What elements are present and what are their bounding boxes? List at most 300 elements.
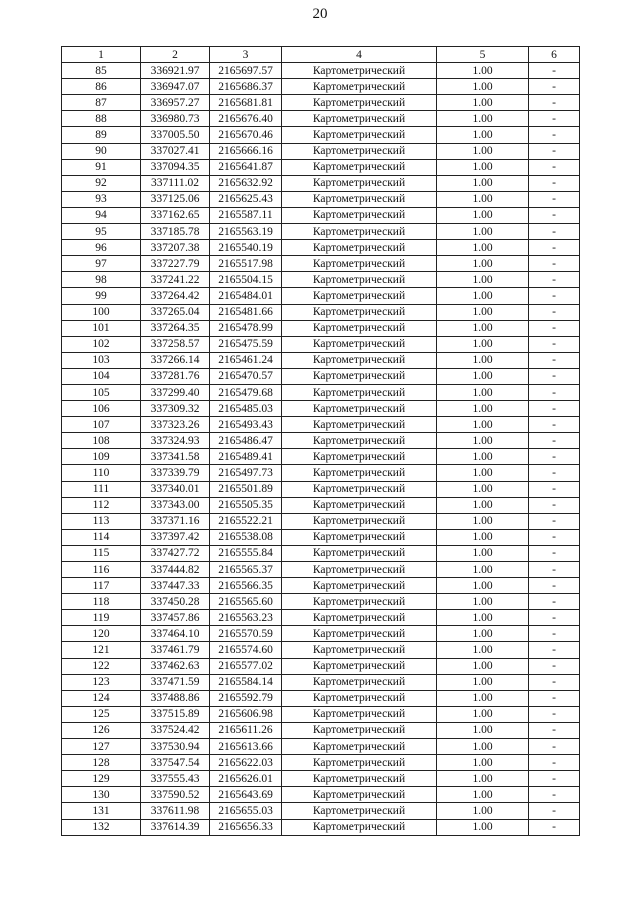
y-coordinate-cell: 2165563.19	[210, 224, 282, 240]
point-number-cell: 102	[62, 336, 141, 352]
method-cell: Картометрический	[282, 224, 437, 240]
y-coordinate-cell: 2165538.08	[210, 529, 282, 545]
point-number-cell: 122	[62, 658, 141, 674]
point-number-cell: 113	[62, 513, 141, 529]
note-cell: -	[529, 594, 580, 610]
accuracy-cell: 1.00	[437, 401, 529, 417]
accuracy-cell: 1.00	[437, 63, 529, 79]
x-coordinate-cell: 337614.39	[141, 819, 210, 835]
x-coordinate-cell: 337444.82	[141, 562, 210, 578]
accuracy-cell: 1.00	[437, 304, 529, 320]
y-coordinate-cell: 2165632.92	[210, 175, 282, 191]
table-row	[62, 610, 580, 626]
point-number-cell: 105	[62, 384, 141, 400]
table-row	[62, 368, 580, 384]
point-number-cell: 86	[62, 79, 141, 95]
y-coordinate-cell: 2165587.11	[210, 207, 282, 223]
column-header: 5	[437, 47, 529, 63]
point-number-cell: 120	[62, 626, 141, 642]
x-coordinate-cell: 337515.89	[141, 706, 210, 722]
point-number-cell: 111	[62, 481, 141, 497]
method-cell: Картометрический	[282, 771, 437, 787]
y-coordinate-cell: 2165613.66	[210, 739, 282, 755]
table-row	[62, 642, 580, 658]
accuracy-cell: 1.00	[437, 352, 529, 368]
x-coordinate-cell: 337227.79	[141, 256, 210, 272]
y-coordinate-cell: 2165497.73	[210, 465, 282, 481]
accuracy-cell: 1.00	[437, 497, 529, 513]
method-cell: Картометрический	[282, 240, 437, 256]
table-row	[62, 513, 580, 529]
method-cell: Картометрический	[282, 449, 437, 465]
method-cell: Картометрический	[282, 465, 437, 481]
x-coordinate-cell: 337207.38	[141, 240, 210, 256]
y-coordinate-cell: 2165479.68	[210, 384, 282, 400]
method-cell: Картометрический	[282, 642, 437, 658]
y-coordinate-cell: 2165625.43	[210, 191, 282, 207]
y-coordinate-cell: 2165566.35	[210, 578, 282, 594]
accuracy-cell: 1.00	[437, 191, 529, 207]
method-cell: Картометрический	[282, 787, 437, 803]
x-coordinate-cell: 337488.86	[141, 690, 210, 706]
x-coordinate-cell: 337299.40	[141, 384, 210, 400]
table-row	[62, 626, 580, 642]
table-row	[62, 143, 580, 159]
x-coordinate-cell: 337457.86	[141, 610, 210, 626]
x-coordinate-cell: 337111.02	[141, 175, 210, 191]
note-cell: -	[529, 755, 580, 771]
point-number-cell: 89	[62, 127, 141, 143]
x-coordinate-cell: 337309.32	[141, 401, 210, 417]
point-number-cell: 103	[62, 352, 141, 368]
point-number-cell: 99	[62, 288, 141, 304]
x-coordinate-cell: 337547.54	[141, 755, 210, 771]
x-coordinate-cell: 337241.22	[141, 272, 210, 288]
accuracy-cell: 1.00	[437, 642, 529, 658]
point-number-cell: 119	[62, 610, 141, 626]
x-coordinate-cell: 337264.35	[141, 320, 210, 336]
note-cell: -	[529, 191, 580, 207]
accuracy-cell: 1.00	[437, 272, 529, 288]
accuracy-cell: 1.00	[437, 787, 529, 803]
method-cell: Картометрический	[282, 336, 437, 352]
note-cell: -	[529, 240, 580, 256]
table-row	[62, 352, 580, 368]
y-coordinate-cell: 2165485.03	[210, 401, 282, 417]
method-cell: Картометрический	[282, 545, 437, 561]
method-cell: Картометрический	[282, 674, 437, 690]
x-coordinate-cell: 337185.78	[141, 224, 210, 240]
note-cell: -	[529, 481, 580, 497]
accuracy-cell: 1.00	[437, 336, 529, 352]
note-cell: -	[529, 159, 580, 175]
accuracy-cell: 1.00	[437, 529, 529, 545]
note-cell: -	[529, 562, 580, 578]
x-coordinate-cell: 337005.50	[141, 127, 210, 143]
table-row	[62, 95, 580, 111]
x-coordinate-cell: 337094.35	[141, 159, 210, 175]
method-cell: Картометрический	[282, 95, 437, 111]
table-row	[62, 449, 580, 465]
y-coordinate-cell: 2165670.46	[210, 127, 282, 143]
accuracy-cell: 1.00	[437, 562, 529, 578]
note-cell: -	[529, 449, 580, 465]
x-coordinate-cell: 337341.58	[141, 449, 210, 465]
table-row	[62, 272, 580, 288]
note-cell: -	[529, 722, 580, 738]
method-cell: Картометрический	[282, 497, 437, 513]
note-cell: -	[529, 529, 580, 545]
y-coordinate-cell: 2165565.60	[210, 594, 282, 610]
note-cell: -	[529, 739, 580, 755]
table-row	[62, 674, 580, 690]
accuracy-cell: 1.00	[437, 417, 529, 433]
method-cell: Картометрический	[282, 384, 437, 400]
method-cell: Картометрический	[282, 191, 437, 207]
note-cell: -	[529, 111, 580, 127]
accuracy-cell: 1.00	[437, 755, 529, 771]
accuracy-cell: 1.00	[437, 127, 529, 143]
point-number-cell: 91	[62, 159, 141, 175]
point-number-cell: 115	[62, 545, 141, 561]
table-row	[62, 207, 580, 223]
x-coordinate-cell: 336947.07	[141, 79, 210, 95]
table-row	[62, 256, 580, 272]
method-cell: Картометрический	[282, 143, 437, 159]
page-number: 20	[312, 6, 328, 22]
method-cell: Картометрический	[282, 433, 437, 449]
point-number-cell: 129	[62, 771, 141, 787]
note-cell: -	[529, 207, 580, 223]
point-number-cell: 118	[62, 594, 141, 610]
note-cell: -	[529, 256, 580, 272]
method-cell: Картометрический	[282, 755, 437, 771]
accuracy-cell: 1.00	[437, 433, 529, 449]
accuracy-cell: 1.00	[437, 384, 529, 400]
point-number-cell: 132	[62, 819, 141, 835]
x-coordinate-cell: 337339.79	[141, 465, 210, 481]
table-row	[62, 594, 580, 610]
note-cell: -	[529, 175, 580, 191]
y-coordinate-cell: 2165565.37	[210, 562, 282, 578]
point-number-cell: 127	[62, 739, 141, 755]
x-coordinate-cell: 337371.16	[141, 513, 210, 529]
method-cell: Картометрический	[282, 272, 437, 288]
accuracy-cell: 1.00	[437, 288, 529, 304]
table-row	[62, 739, 580, 755]
x-coordinate-cell: 337611.98	[141, 803, 210, 819]
point-number-cell: 121	[62, 642, 141, 658]
accuracy-cell: 1.00	[437, 207, 529, 223]
y-coordinate-cell: 2165666.16	[210, 143, 282, 159]
accuracy-cell: 1.00	[437, 143, 529, 159]
accuracy-cell: 1.00	[437, 819, 529, 835]
note-cell: -	[529, 626, 580, 642]
note-cell: -	[529, 288, 580, 304]
y-coordinate-cell: 2165461.24	[210, 352, 282, 368]
column-header: 2	[141, 47, 210, 63]
point-number-cell: 93	[62, 191, 141, 207]
accuracy-cell: 1.00	[437, 658, 529, 674]
table-row	[62, 497, 580, 513]
method-cell: Картометрический	[282, 690, 437, 706]
note-cell: -	[529, 224, 580, 240]
accuracy-cell: 1.00	[437, 111, 529, 127]
accuracy-cell: 1.00	[437, 690, 529, 706]
method-cell: Картометрический	[282, 175, 437, 191]
accuracy-cell: 1.00	[437, 320, 529, 336]
y-coordinate-cell: 2165626.01	[210, 771, 282, 787]
x-coordinate-cell: 337471.59	[141, 674, 210, 690]
note-cell: -	[529, 352, 580, 368]
method-cell: Картометрический	[282, 288, 437, 304]
table-row	[62, 562, 580, 578]
column-header: 3	[210, 47, 282, 63]
method-cell: Картометрический	[282, 352, 437, 368]
point-number-cell: 104	[62, 368, 141, 384]
y-coordinate-cell: 2165478.99	[210, 320, 282, 336]
y-coordinate-cell: 2165697.57	[210, 63, 282, 79]
note-cell: -	[529, 368, 580, 384]
x-coordinate-cell: 337555.43	[141, 771, 210, 787]
x-coordinate-cell: 337524.42	[141, 722, 210, 738]
table-row	[62, 288, 580, 304]
column-header: 1	[62, 47, 141, 63]
note-cell: -	[529, 79, 580, 95]
point-number-cell: 124	[62, 690, 141, 706]
point-number-cell: 85	[62, 63, 141, 79]
y-coordinate-cell: 2165484.01	[210, 288, 282, 304]
x-coordinate-cell: 337397.42	[141, 529, 210, 545]
point-number-cell: 106	[62, 401, 141, 417]
method-cell: Картометрический	[282, 594, 437, 610]
note-cell: -	[529, 272, 580, 288]
x-coordinate-cell: 337265.04	[141, 304, 210, 320]
x-coordinate-cell: 337530.94	[141, 739, 210, 755]
table-row	[62, 433, 580, 449]
point-number-cell: 117	[62, 578, 141, 594]
y-coordinate-cell: 2165574.60	[210, 642, 282, 658]
y-coordinate-cell: 2165486.47	[210, 433, 282, 449]
point-number-cell: 112	[62, 497, 141, 513]
method-cell: Картометрический	[282, 320, 437, 336]
note-cell: -	[529, 674, 580, 690]
accuracy-cell: 1.00	[437, 95, 529, 111]
x-coordinate-cell: 337462.63	[141, 658, 210, 674]
method-cell: Картометрический	[282, 610, 437, 626]
x-coordinate-cell: 337343.00	[141, 497, 210, 513]
y-coordinate-cell: 2165517.98	[210, 256, 282, 272]
accuracy-cell: 1.00	[437, 594, 529, 610]
point-number-cell: 130	[62, 787, 141, 803]
table-row	[62, 417, 580, 433]
x-coordinate-cell: 337450.28	[141, 594, 210, 610]
y-coordinate-cell: 2165501.89	[210, 481, 282, 497]
method-cell: Картометрический	[282, 368, 437, 384]
x-coordinate-cell: 337258.57	[141, 336, 210, 352]
method-cell: Картометрический	[282, 207, 437, 223]
point-number-cell: 107	[62, 417, 141, 433]
y-coordinate-cell: 2165681.81	[210, 95, 282, 111]
point-number-cell: 131	[62, 803, 141, 819]
table-row	[62, 240, 580, 256]
table-row	[62, 787, 580, 803]
table-row	[62, 755, 580, 771]
table-row	[62, 706, 580, 722]
accuracy-cell: 1.00	[437, 449, 529, 465]
y-coordinate-cell: 2165470.57	[210, 368, 282, 384]
accuracy-cell: 1.00	[437, 513, 529, 529]
y-coordinate-cell: 2165504.15	[210, 272, 282, 288]
table-body	[62, 63, 580, 836]
y-coordinate-cell: 2165522.21	[210, 513, 282, 529]
note-cell: -	[529, 658, 580, 674]
note-cell: -	[529, 690, 580, 706]
table-row	[62, 771, 580, 787]
point-number-cell: 101	[62, 320, 141, 336]
y-coordinate-cell: 2165676.40	[210, 111, 282, 127]
note-cell: -	[529, 642, 580, 658]
method-cell: Картометрический	[282, 578, 437, 594]
method-cell: Картометрический	[282, 562, 437, 578]
table-row	[62, 690, 580, 706]
y-coordinate-cell: 2165643.69	[210, 787, 282, 803]
method-cell: Картометрический	[282, 739, 437, 755]
x-coordinate-cell: 337162.65	[141, 207, 210, 223]
note-cell: -	[529, 545, 580, 561]
note-cell: -	[529, 401, 580, 417]
note-cell: -	[529, 706, 580, 722]
method-cell: Картометрический	[282, 79, 437, 95]
table-row	[62, 819, 580, 835]
y-coordinate-cell: 2165570.59	[210, 626, 282, 642]
table-row	[62, 79, 580, 95]
point-number-cell: 95	[62, 224, 141, 240]
y-coordinate-cell: 2165655.03	[210, 803, 282, 819]
method-cell: Картометрический	[282, 819, 437, 835]
x-coordinate-cell: 337281.76	[141, 368, 210, 384]
note-cell: -	[529, 465, 580, 481]
point-number-cell: 100	[62, 304, 141, 320]
accuracy-cell: 1.00	[437, 240, 529, 256]
point-number-cell: 88	[62, 111, 141, 127]
accuracy-cell: 1.00	[437, 159, 529, 175]
table-row	[62, 529, 580, 545]
point-number-cell: 125	[62, 706, 141, 722]
y-coordinate-cell: 2165656.33	[210, 819, 282, 835]
note-cell: -	[529, 304, 580, 320]
note-cell: -	[529, 803, 580, 819]
table-row	[62, 336, 580, 352]
table-row	[62, 127, 580, 143]
accuracy-cell: 1.00	[437, 368, 529, 384]
x-coordinate-cell: 337340.01	[141, 481, 210, 497]
x-coordinate-cell: 337461.79	[141, 642, 210, 658]
point-number-cell: 87	[62, 95, 141, 111]
accuracy-cell: 1.00	[437, 256, 529, 272]
point-number-cell: 94	[62, 207, 141, 223]
x-coordinate-cell: 336980.73	[141, 111, 210, 127]
x-coordinate-cell: 337125.06	[141, 191, 210, 207]
accuracy-cell: 1.00	[437, 545, 529, 561]
y-coordinate-cell: 2165563.23	[210, 610, 282, 626]
point-number-cell: 108	[62, 433, 141, 449]
y-coordinate-cell: 2165577.02	[210, 658, 282, 674]
x-coordinate-cell: 337266.14	[141, 352, 210, 368]
x-coordinate-cell: 337427.72	[141, 545, 210, 561]
note-cell: -	[529, 320, 580, 336]
column-header: 6	[529, 47, 580, 63]
table-row	[62, 465, 580, 481]
table-row	[62, 658, 580, 674]
method-cell: Картометрический	[282, 127, 437, 143]
y-coordinate-cell: 2165540.19	[210, 240, 282, 256]
y-coordinate-cell: 2165622.03	[210, 755, 282, 771]
table-row	[62, 384, 580, 400]
x-coordinate-cell: 336957.27	[141, 95, 210, 111]
point-number-cell: 98	[62, 272, 141, 288]
y-coordinate-cell: 2165611.26	[210, 722, 282, 738]
note-cell: -	[529, 433, 580, 449]
accuracy-cell: 1.00	[437, 465, 529, 481]
x-coordinate-cell: 337323.26	[141, 417, 210, 433]
table-row	[62, 545, 580, 561]
table-row	[62, 159, 580, 175]
table-row	[62, 481, 580, 497]
x-coordinate-cell: 337324.93	[141, 433, 210, 449]
note-cell: -	[529, 578, 580, 594]
method-cell: Картометрический	[282, 529, 437, 545]
accuracy-cell: 1.00	[437, 610, 529, 626]
point-number-cell: 90	[62, 143, 141, 159]
note-cell: -	[529, 63, 580, 79]
accuracy-cell: 1.00	[437, 803, 529, 819]
y-coordinate-cell: 2165475.59	[210, 336, 282, 352]
point-number-cell: 123	[62, 674, 141, 690]
note-cell: -	[529, 95, 580, 111]
accuracy-cell: 1.00	[437, 578, 529, 594]
point-number-cell: 114	[62, 529, 141, 545]
note-cell: -	[529, 497, 580, 513]
x-coordinate-cell: 337590.52	[141, 787, 210, 803]
coordinates-table	[61, 46, 580, 836]
accuracy-cell: 1.00	[437, 674, 529, 690]
x-coordinate-cell: 337464.10	[141, 626, 210, 642]
table-row	[62, 803, 580, 819]
note-cell: -	[529, 513, 580, 529]
point-number-cell: 96	[62, 240, 141, 256]
method-cell: Картометрический	[282, 722, 437, 738]
method-cell: Картометрический	[282, 803, 437, 819]
accuracy-cell: 1.00	[437, 481, 529, 497]
table-row	[62, 175, 580, 191]
table-row	[62, 191, 580, 207]
table-row	[62, 722, 580, 738]
table-row	[62, 320, 580, 336]
method-cell: Картометрический	[282, 481, 437, 497]
method-cell: Картометрический	[282, 256, 437, 272]
table-row	[62, 304, 580, 320]
point-number-cell: 109	[62, 449, 141, 465]
y-coordinate-cell: 2165641.87	[210, 159, 282, 175]
point-number-cell: 110	[62, 465, 141, 481]
x-coordinate-cell: 337447.33	[141, 578, 210, 594]
accuracy-cell: 1.00	[437, 771, 529, 787]
point-number-cell: 97	[62, 256, 141, 272]
method-cell: Картометрический	[282, 706, 437, 722]
y-coordinate-cell: 2165686.37	[210, 79, 282, 95]
note-cell: -	[529, 384, 580, 400]
